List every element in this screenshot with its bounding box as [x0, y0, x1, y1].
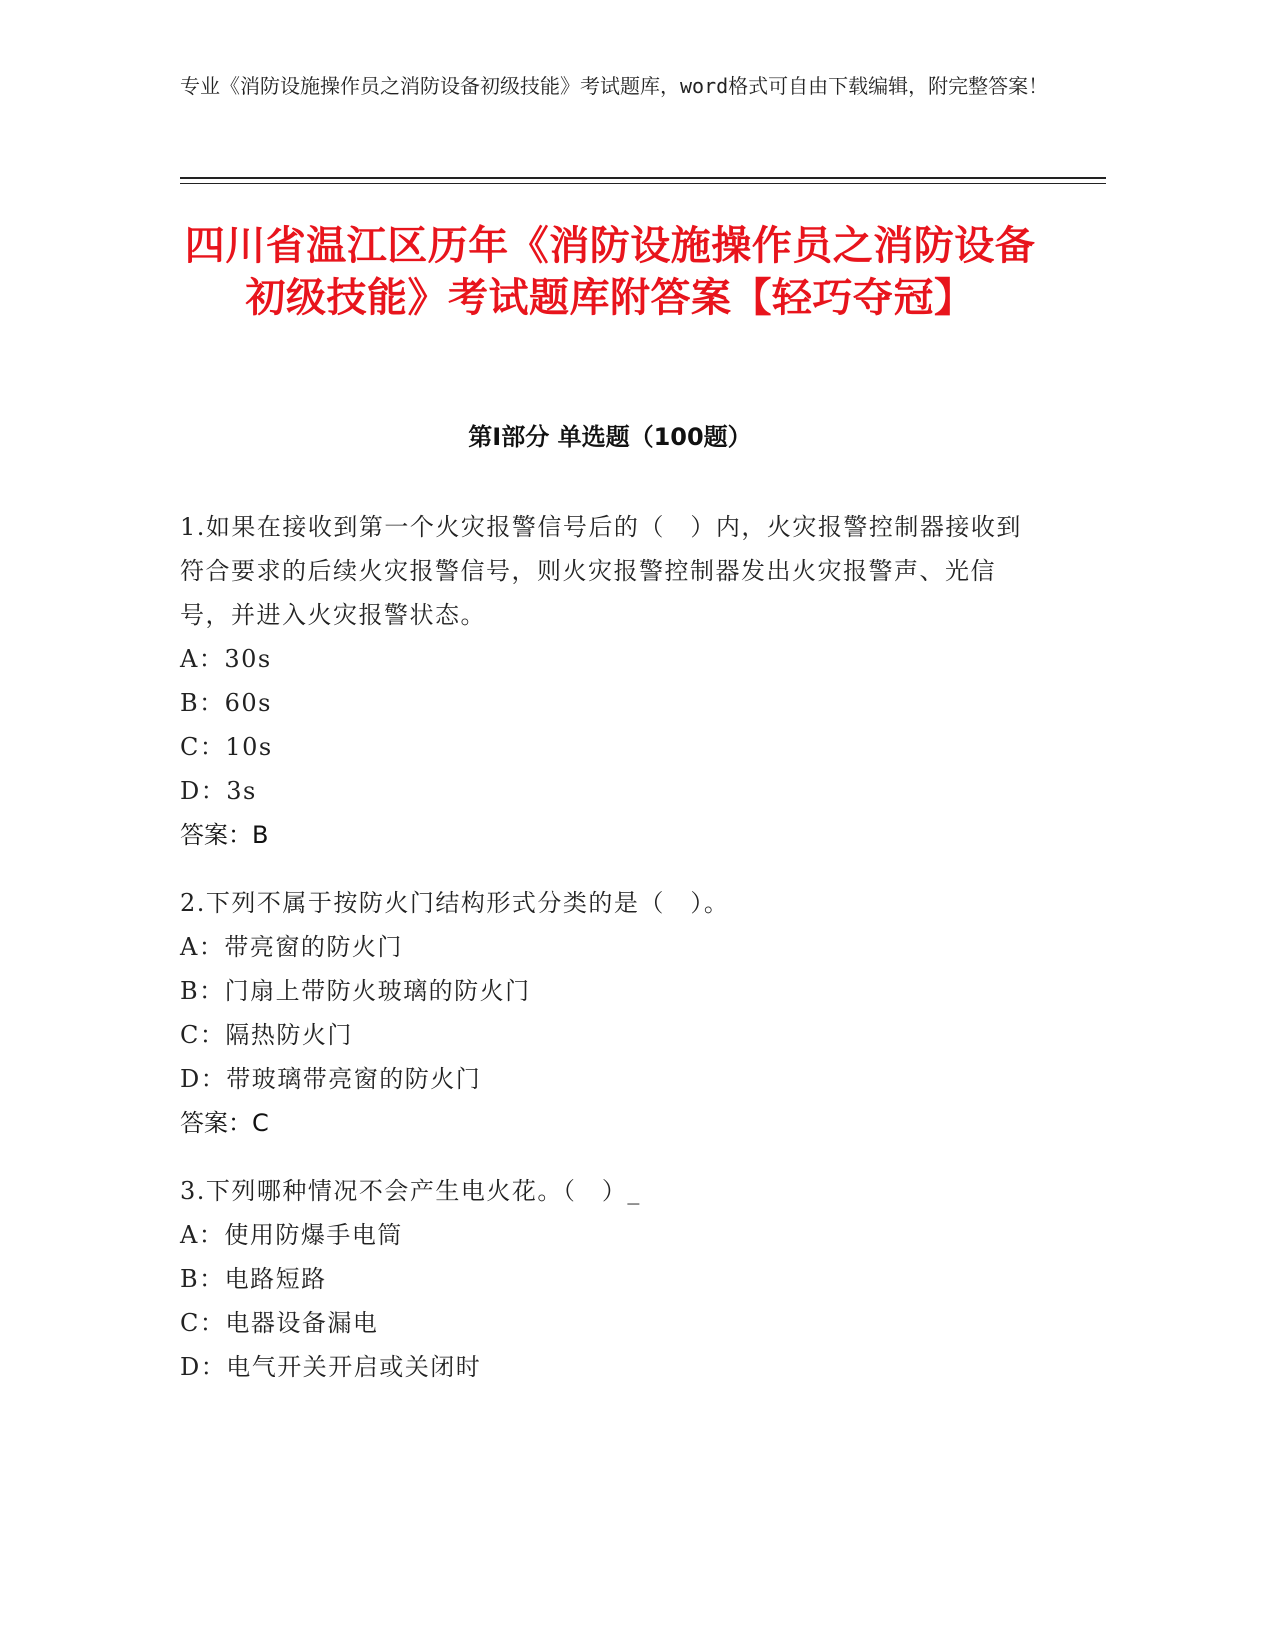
- option-b: B：60s: [180, 689, 272, 717]
- option-b: B：电路短路: [180, 1265, 327, 1293]
- option-a: A：带亮窗的防火门: [180, 933, 403, 961]
- question-2: [180, 881, 1040, 1145]
- question-1: [180, 505, 1040, 857]
- question-list: [180, 505, 1040, 1413]
- option-d: D：电气开关开启或关闭时: [180, 1353, 482, 1381]
- answer: 答案：B: [180, 821, 269, 849]
- option-c: C：隔热防火门: [180, 1021, 353, 1049]
- option-a: A：30s: [180, 645, 272, 673]
- header-rule-thick: [180, 177, 1106, 179]
- option-c: C：电器设备漏电: [180, 1309, 379, 1337]
- option-d: D：3s: [180, 777, 257, 805]
- section-heading: 第Ⅰ部分 单选题（100题）: [468, 423, 752, 451]
- option-b: B：门扇上带防火玻璃的防火门: [180, 977, 531, 1005]
- header-note: 专业《消防设施操作员之消防设备初级技能》考试题库，word格式可自由下载编辑，附完整答案！: [180, 74, 1049, 98]
- question-stem: 1.如果在接收到第一个火灾报警信号后的（ ）内，火灾报警控制器接收到符合要求的后续火灾报警信号，则火灾报警控制器发出火灾报警声、光信号，并进入火灾报警状态。: [180, 513, 1022, 629]
- header-rule-thin: [180, 183, 1106, 184]
- document-title: 四川省温江区历年《消防设施操作员之消防设备初级技能》考试题库附答案【轻巧夺冠】: [184, 223, 1036, 321]
- question-3: [180, 1169, 1040, 1389]
- option-c: C：10s: [180, 733, 273, 761]
- option-d: D：带玻璃带亮窗的防火门: [180, 1065, 482, 1093]
- question-stem: 3.下列哪种情况不会产生电火花。（ ）_: [180, 1177, 641, 1205]
- question-stem: 2.下列不属于按防火门结构形式分类的是（ ）。: [180, 889, 730, 917]
- option-a: A：使用防爆手电筒: [180, 1221, 403, 1249]
- answer: 答案：C: [180, 1109, 269, 1137]
